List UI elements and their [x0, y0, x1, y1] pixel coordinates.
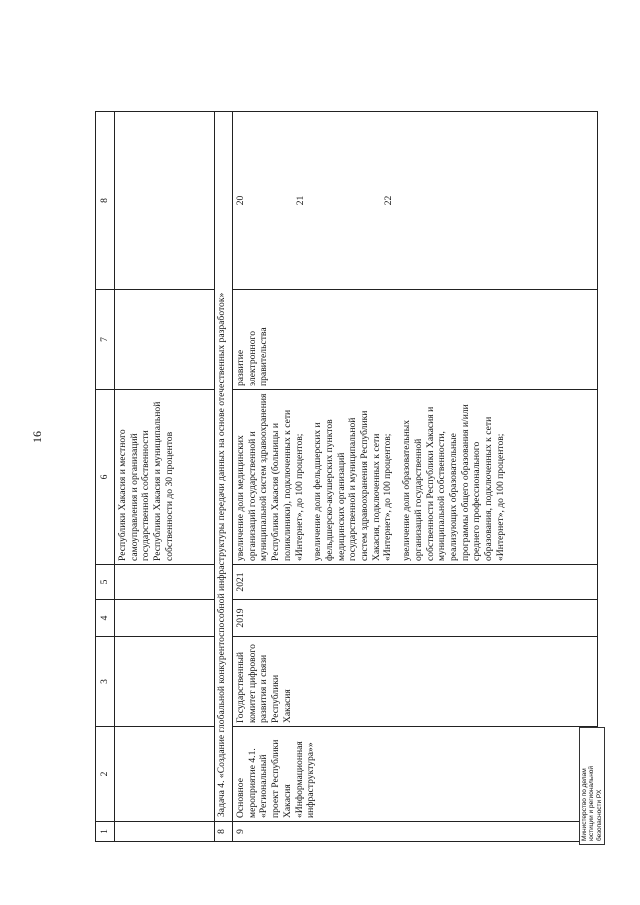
measure-executor: Государственный комитет цифрового развития и связи Республики Хакасия: [233, 637, 598, 727]
indicator-item: увеличение доли образовательных организаций государственной собственности Республики Хакасия и муниципальной собственности, реализующих образовательные программы общего образования и/или среднего профессионального образования, подключенных к сети «Интернет», до 100 процентов;: [401, 404, 506, 561]
cont-cell-4: [115, 600, 215, 637]
task-row-number: 8: [215, 822, 233, 842]
indicator-item: увеличение доли медицинских организаций государственной и муниципальной систем здравоохранения Республики Хакасия (больницы и поликлиники), подключенных к сети «Интернет», до 100 процентов;: [235, 393, 305, 561]
stamp-line: Министерство по делам: [581, 768, 588, 841]
continuation-row: [115, 112, 215, 842]
header-col-6: 6: [96, 390, 115, 565]
measure-linked-indicators: [233, 112, 598, 290]
header-col-3: 3: [96, 637, 115, 727]
cont-cell-1: [115, 822, 215, 842]
header-col-8: 8: [96, 112, 115, 290]
indicator-item: увеличение доли фельдшерских и фельдшерско-акушерских пунктов медицинских организаций государственной и муниципальной систем здравоохранения Республики Хакасия, подключенных к сети «Интернет», до 100 процентов;: [312, 410, 394, 561]
ministry-stamp: [579, 727, 605, 845]
header-col-2: 2: [96, 727, 115, 822]
cont-cell-7: [115, 290, 215, 390]
linked-indicator-number: 22: [383, 195, 394, 206]
rotated-table-container: [95, 112, 605, 842]
task-title: Задача 4. «Создание глобальной конкурентоспособной инфраструктуры передачи данных на основе отечественных разработок»: [215, 112, 233, 822]
cont-cell-2: [115, 727, 215, 822]
header-col-5: 5: [96, 565, 115, 600]
stamp-line: юстиции и региональной: [588, 765, 596, 841]
measure-consequence: развитие электронного правительства: [233, 290, 598, 390]
cont-cell-8: [115, 112, 215, 290]
measure-row-number: 9: [233, 822, 598, 842]
task-row: [215, 112, 233, 842]
measure-start-year: 2019: [233, 600, 598, 637]
measure-name: Основное мероприятие 4.1. «Региональный проект Республики Хакасия «Информационная инфраструктура»»: [233, 727, 598, 822]
header-col-7: 7: [96, 290, 115, 390]
measure-end-year: 2021: [233, 565, 598, 600]
header-col-4: 4: [96, 600, 115, 637]
stamp-line: безопасности РХ: [595, 789, 603, 841]
linked-indicator-number: 21: [295, 195, 306, 206]
program-table: [95, 111, 598, 842]
linked-indicator-number: 20: [235, 195, 246, 206]
cont-cell-5: [115, 565, 215, 600]
header-row: [96, 112, 115, 842]
cont-cell-indicator: Республики Хакасия и местного самоуправления и организаций государственной собственности Республики Хакасия и муниципальной собственности до 30 процентов: [115, 390, 215, 565]
header-col-1: 1: [96, 822, 115, 842]
cont-cell-3: [115, 637, 215, 727]
measure-row: [233, 112, 598, 842]
page-number: 16: [30, 431, 44, 443]
measure-indicators: [233, 390, 598, 565]
